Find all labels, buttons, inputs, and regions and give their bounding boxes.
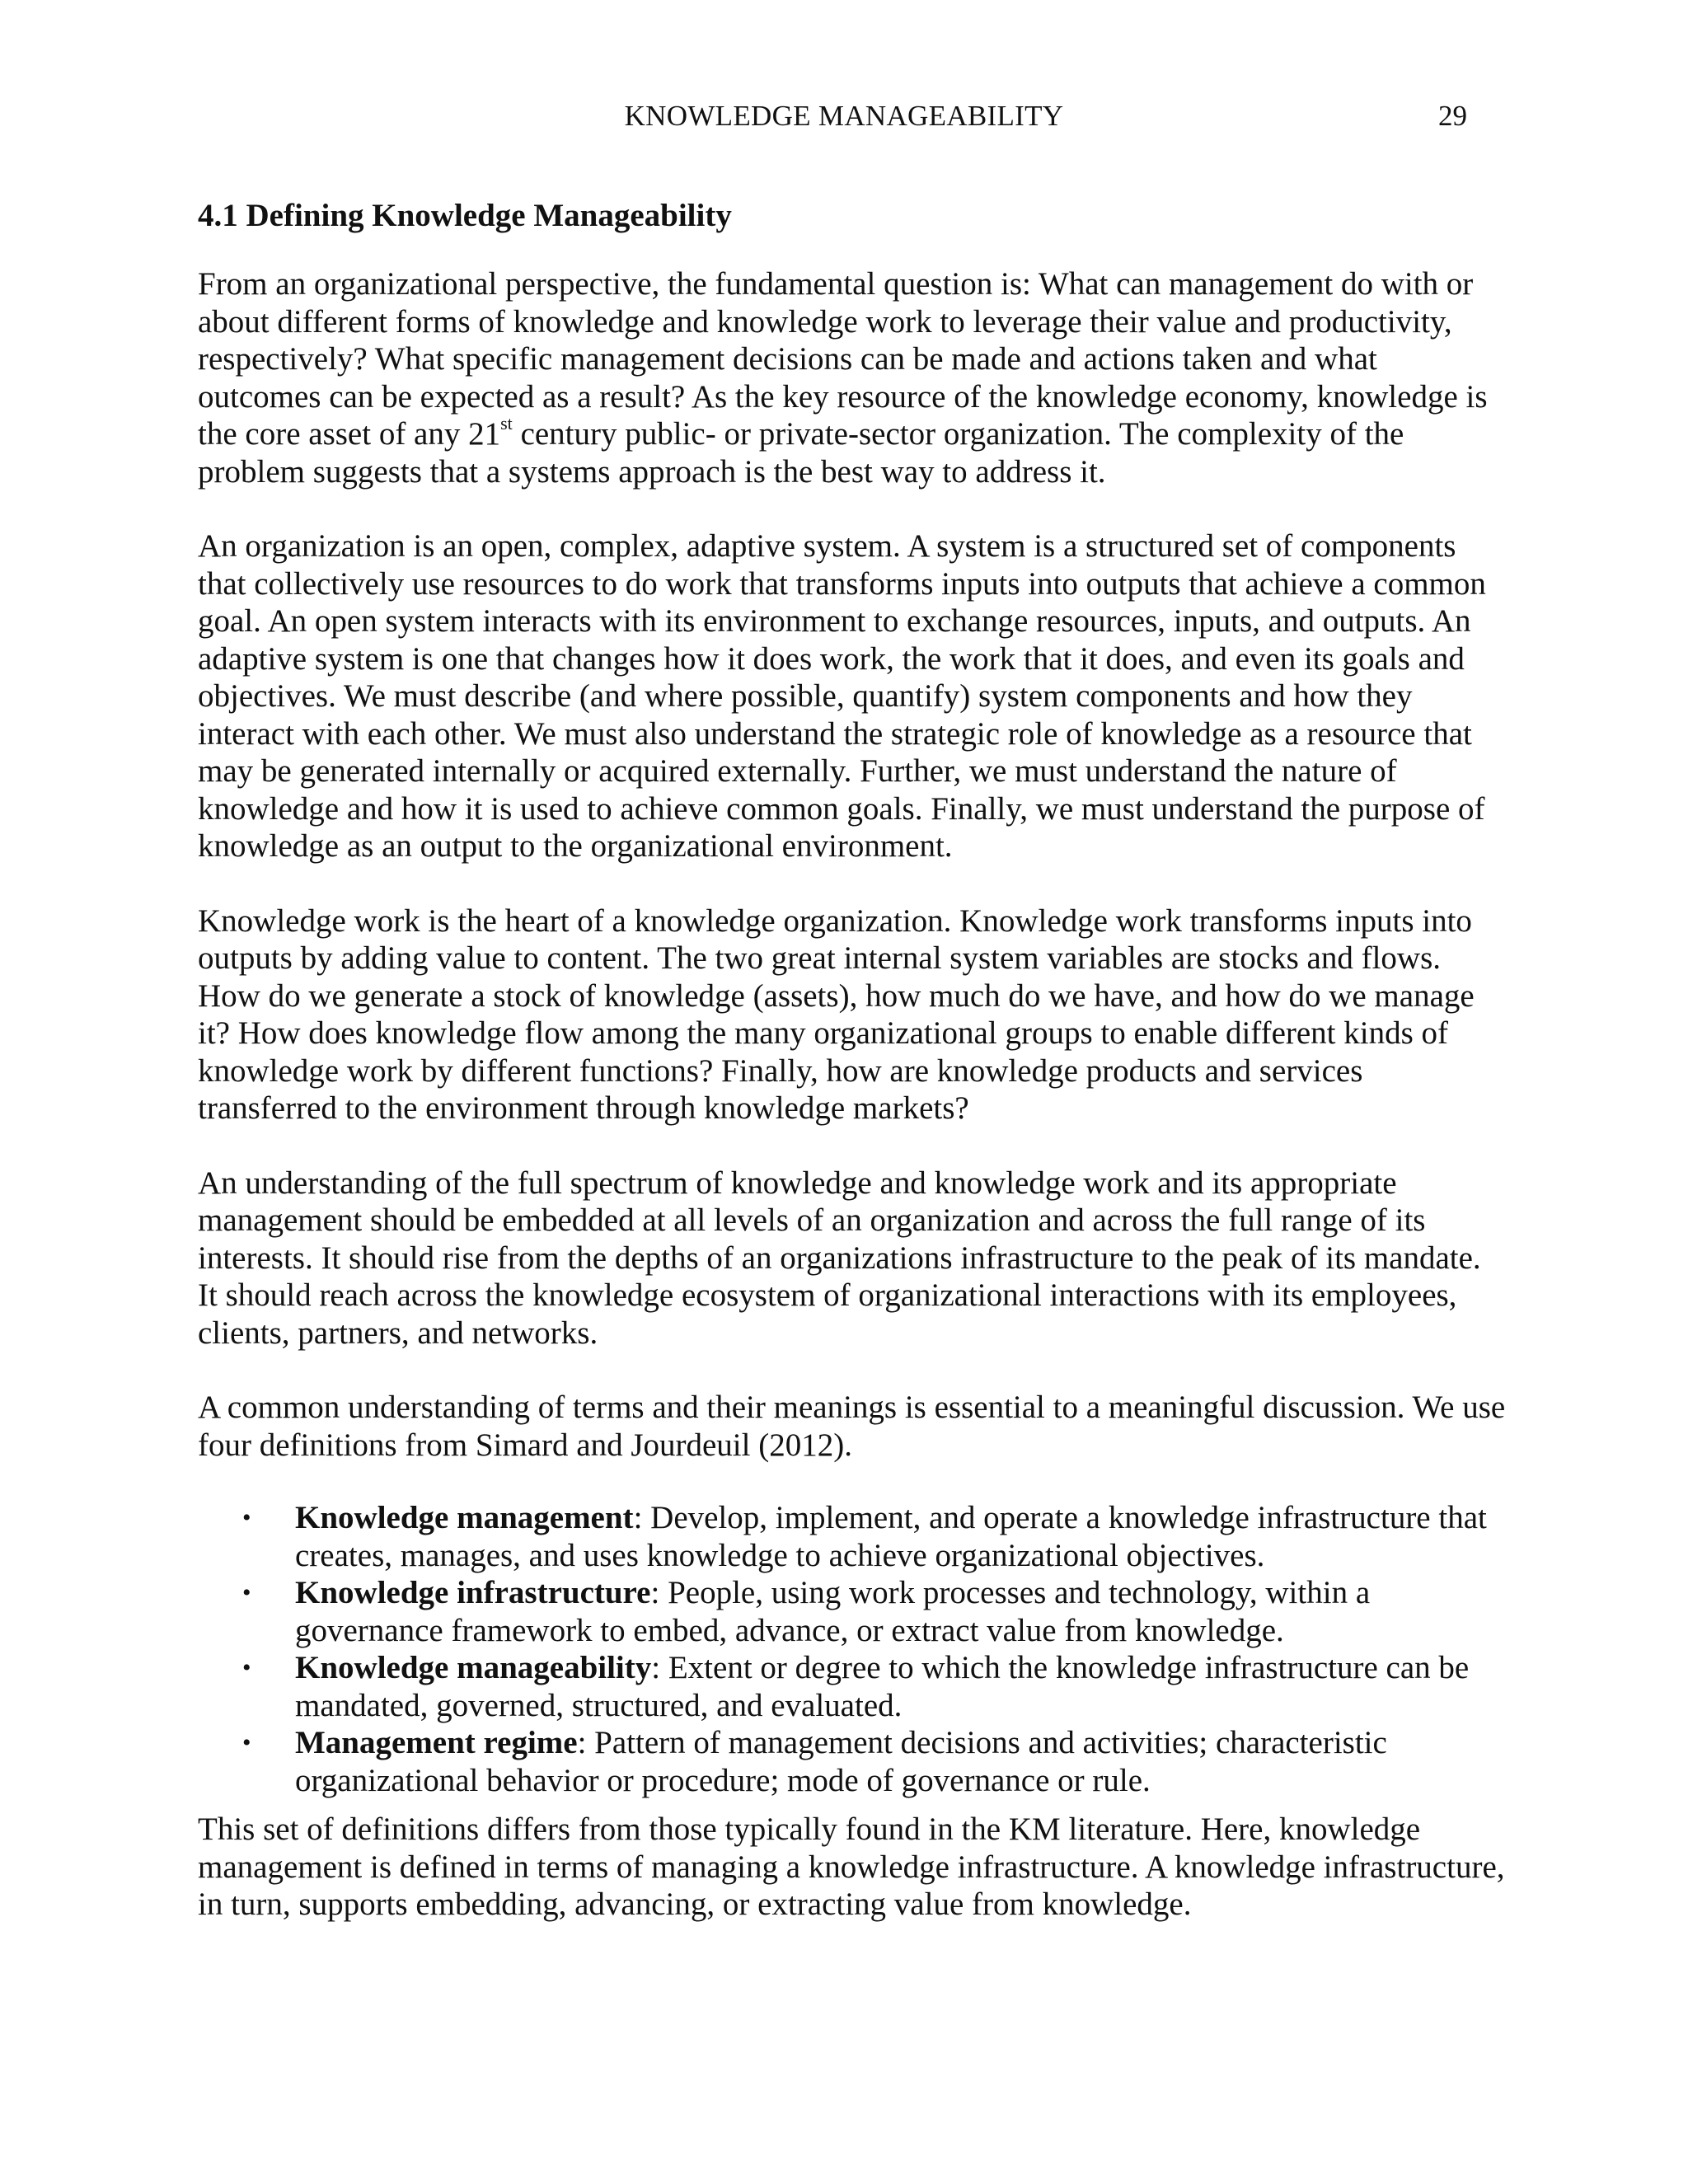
bullet-icon: • [242, 1654, 251, 1681]
bullet-icon: • [242, 1729, 251, 1756]
bullet-icon: • [242, 1579, 251, 1606]
running-header-title: KNOWLEDGE MANAGEABILITY [624, 100, 1064, 132]
paragraph-1 [198, 265, 1508, 490]
definition-text: : People, using work processes and technology, within a governance framework to embed, advance, or extract value from knowledge. [295, 1575, 1371, 1648]
paragraph-5: A common understanding of terms and their meanings is essential to a meaningful discussion. We use four definitions from Simard and Jourdeuil (2012). [198, 1390, 1506, 1463]
page-number: 29 [1438, 100, 1467, 132]
definition-item [198, 1499, 1508, 1574]
definition-text: : Develop, implement, and operate a knowledge infrastructure that creates, manages, and uses knowledge to achieve organizational objectives. [295, 1500, 1487, 1573]
paragraph-2: An organization is an open, complex, adaptive system. A system is a structured set of components that collectively use resources to do work that transforms inputs into outputs that achieve a common goal. An open system interacts with its environment to exchange resources, inputs, and outputs. An adaptive system is one that changes how it does work, the work that it does, and even its goals and objectives. We must describe (and where possible, quantify) system components and how they interact with each other. We must also understand the strategic role of knowledge as a resource that may be generated internally or acquired externally. Further, we must understand the nature of knowledge and how it is used to achieve common goals. Finally, we must understand the purpose of knowledge as an output to the organizational environment. [198, 528, 1486, 864]
bullet-icon: • [242, 1504, 251, 1531]
definition-text: : Extent or degree to which the knowledge infrastructure can be mandated, governed, structured, and evaluated. [295, 1650, 1470, 1723]
paragraph-1-text-a: From an organizational perspective, the fundamental question is: What can management do with or about different forms of knowledge and knowledge work to leverage their value and productivity, respectively? What specific management decisions can be made and actions taken and what outcomes can be expected as a result? As the key resource of the knowledge economy, knowledge is the core asset of any 21 [198, 266, 1488, 452]
definition-term: Knowledge infrastructure [295, 1575, 651, 1610]
paragraph-3: Knowledge work is the heart of a knowledge organization. Knowledge work transforms inputs into outputs by adding value to content. The two great internal system variables are stocks and flows. How do we generate a stock of knowledge (assets), how much do we have, and how do we manage it? How does knowledge flow among the many organizational groups to enable different kinds of knowledge work by different functions? Finally, how are knowledge products and services transferred to the environment through knowledge markets? [198, 902, 1475, 1126]
definitions-list [198, 1499, 1508, 1799]
ordinal-superscript: st [500, 413, 513, 434]
definition-text: : Pattern of management decisions and activities; characteristic organizational behavior or procedure; mode of governance or rule. [295, 1725, 1387, 1798]
definition-term: Knowledge management [295, 1500, 634, 1535]
paragraph-4: An understanding of the full spectrum of knowledge and knowledge work and its appropriate management should be embedded at all levels of an organization and across the full range of its interests. It should rise from the depths of an organizations infrastructure to the peak of its mandate. It should reach across the knowledge ecosystem of organizational interactions with its employees, clients, partners, and networks. [198, 1165, 1481, 1351]
definition-item [198, 1724, 1508, 1799]
page-body [198, 196, 1508, 1961]
definition-term: Management regime [295, 1725, 578, 1760]
paragraph-6: This set of definitions differs from those typically found in the KM literature. Here, knowledge management is defined in terms of managing a knowledge infrastructure. A knowledge infrastructure, in turn, supports embedding, advancing, or extracting value from knowledge. [198, 1811, 1505, 1922]
definition-item [198, 1649, 1508, 1724]
section-heading: 4.1 Defining Knowledge Manageability [198, 198, 732, 233]
definition-item [198, 1574, 1508, 1649]
definition-term: Knowledge manageability [295, 1650, 652, 1685]
paragraph-1-text-b: century public- or private-sector organization. The complexity of the problem suggests that a systems approach is the best way to address it. [198, 416, 1404, 490]
